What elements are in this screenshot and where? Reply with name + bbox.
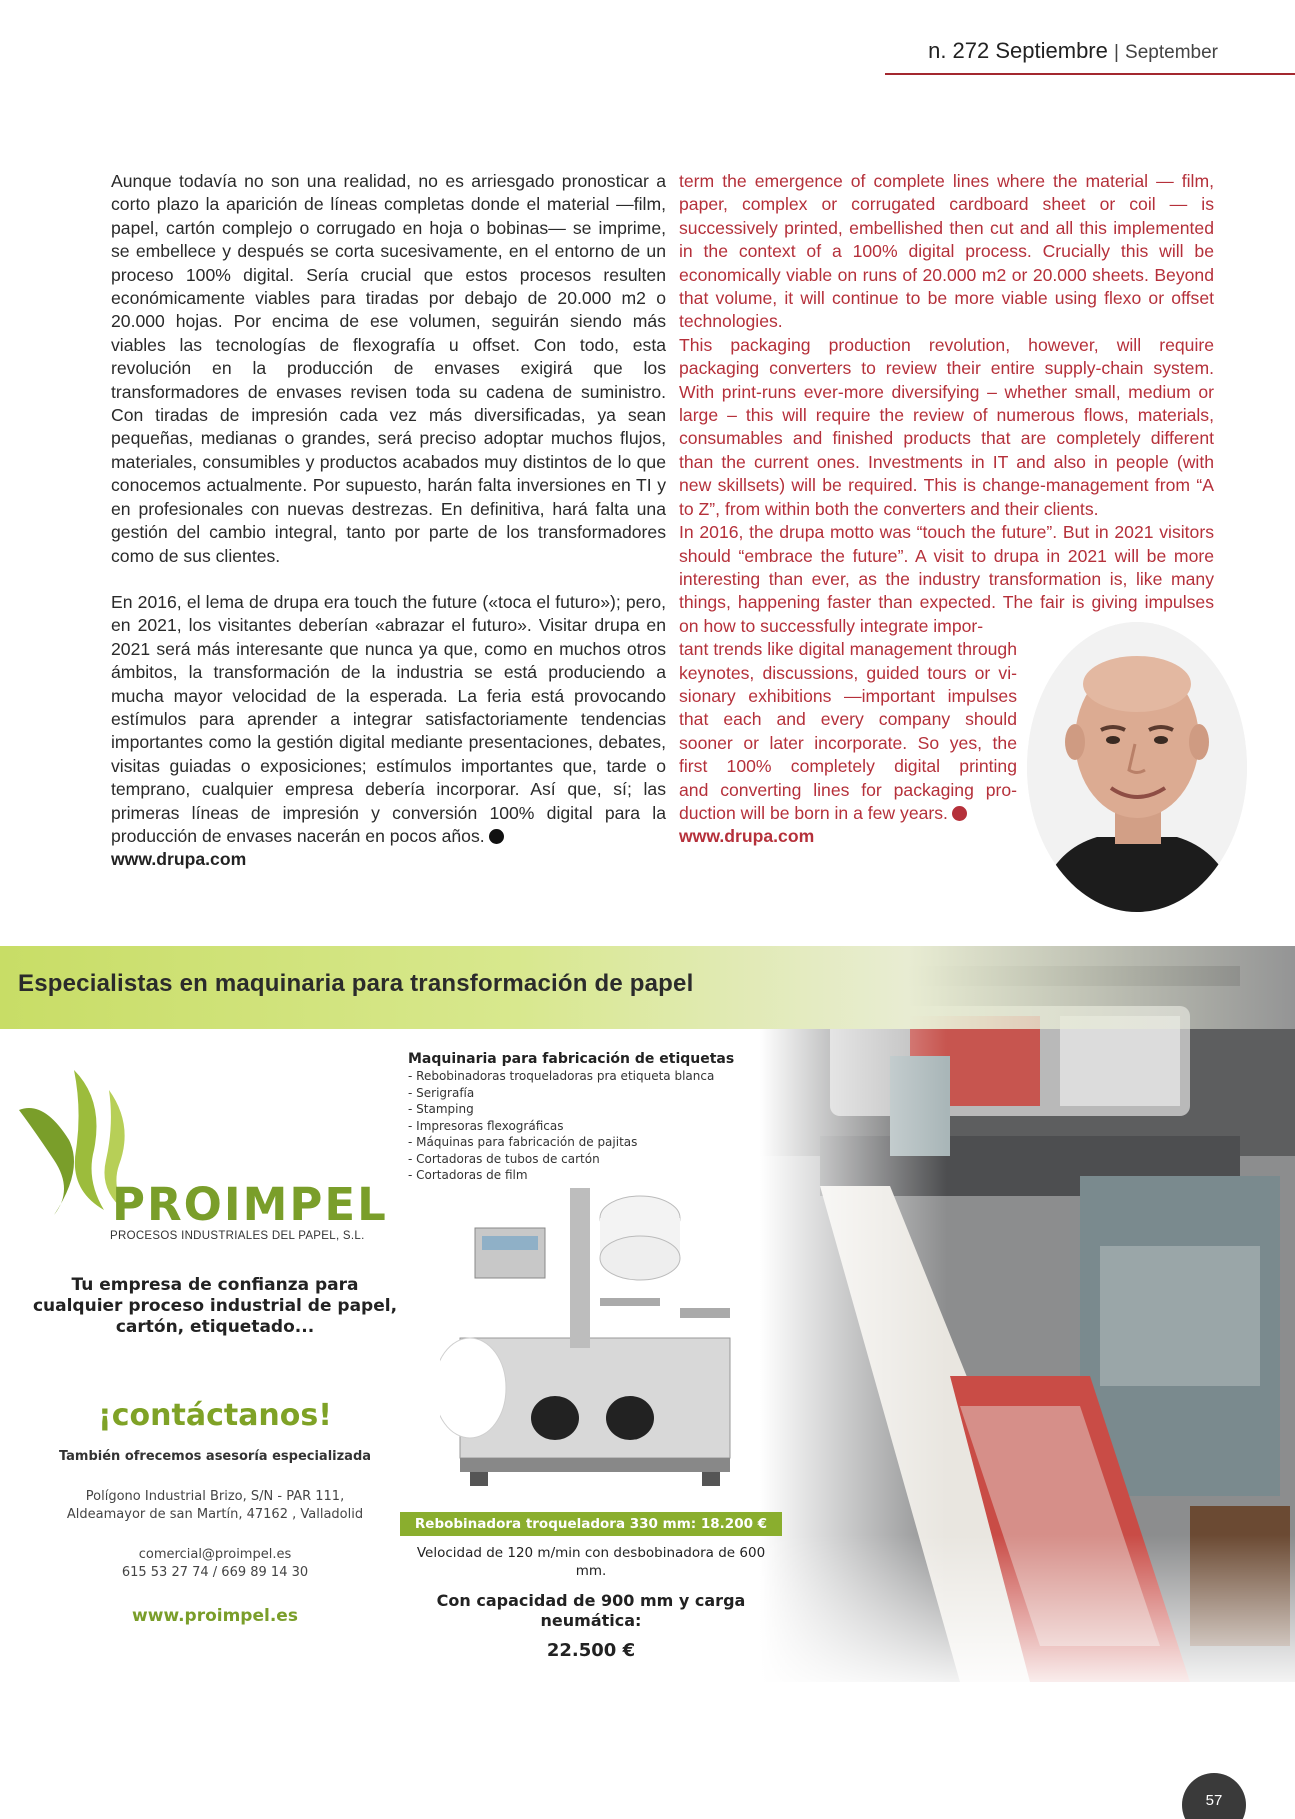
end-bullet-icon: [489, 829, 504, 844]
ad-factory-photo: [760, 946, 1295, 1682]
article-en-line: sionary exhibitions —important impulses: [679, 685, 1017, 706]
article-en-line: first 100% completely digital printing: [679, 756, 1017, 777]
article-en-line: and converting lines for packaging pro-: [679, 779, 1017, 800]
article-en-paragraph-3: In 2016, the drupa motto was “touch the future”. But in 2021 visitors should “embrace the future”. A visit to drupa in 2021 will be more interesting than ever, as the industry transformation is, like many things, happening faster than expected. The fair is giving impulses on how to successfully integrate impor-: [679, 522, 1214, 636]
ad-speed: Velocidad de 120 m/min con desbobinadora de 600 mm.: [416, 1545, 766, 1579]
ad-website-link[interactable]: www.proimpel.es: [132, 1606, 298, 1626]
ad-contact-details: [30, 1546, 400, 1582]
article-en-line: duction will be born in a few years.: [679, 802, 948, 823]
ad-price-bar: Rebobinadora troqueladora 330 mm: 18.200 €: [400, 1512, 782, 1536]
header-rule: [885, 73, 1295, 75]
ad-tagline: Tu empresa de confianza para cualquier proceso industrial de papel, cartón, etiquetado...: [32, 1275, 398, 1337]
ad-phones: 615 53 27 74 / 669 89 14 30: [121, 1565, 309, 1580]
article-es-paragraph-2-text: En 2016, el lema de drupa era touch the future («toca el futuro»); pero, en 2021, los visitantes deberían «abrazar el futuro». Visitar drupa en 2021 será más interesante que nunca ya que, como en muchos otros ámbitos, la transformación de la industria se está produciendo a mucha mayor velocidad de la esperada. La feria está provocando estímulos para aprender a integrar satisfactoriamente tendencias importantes como la gestión digital mediante presentaciones, debates, visitas guiadas o exposiciones; estímulos importantes que, tarde o temprano, cualquier empresa debería incorporar. Así que, sí; las primeras líneas de impresión y conversión 100% digital para la producción de envases nacerán en pocos años.: [111, 591, 666, 846]
issue-label: [928, 38, 1218, 64]
ad-banner-title: Especialistas en maquinaria para transformación de papel: [18, 970, 694, 997]
ad-address: [30, 1488, 400, 1524]
article-en-line-last: [679, 802, 1017, 825]
rewinder-machine-image: [440, 1188, 760, 1488]
article-en-line: sooner or later incorporate. So yes, the: [679, 732, 1017, 753]
machines-list-item: - Stamping: [408, 1101, 714, 1118]
ad-capacity: Con capacidad de 900 mm y carga neumática:: [436, 1591, 746, 1630]
machines-list-item: - Impresoras flexográficas: [408, 1118, 714, 1135]
article-es-paragraph-1: Aunque todavía no son una realidad, no es arriesgado pronosticar a corto plazo la aparición de líneas completas donde el material —film, papel, cartón complejo o corrugado en hoja o bobinas— se imprime, se embellece y después se corta sucesivamente, en el entorno de un proceso 100% digital. Sería crucial que estos procesos resulten económicamente viables para tiradas por debajo de 20.000 m2 o 20.000 hojas. Por encima de ese volumen, seguirán siendo más viables las tecnologías de flexografía u offset. Con todo, esta revolución en la producción de envases exigirá que los transformadores de envases revisen toda su cadena de suministro. Con tiradas de impresión cada vez más diversificadas, ya sean pequeñas, medianas o grandes, será preciso adoptar muchos flujos, materiales, consumibles y productos acabados muy distintos de lo que conocemos actualmente. Por supuesto, harán falta inversiones en TI y en profesionales con nuevas destrezas. En definitiva, hará falta una gestión del cambio integral, tanto por parte de los transformadores como de sus clientes.: [111, 171, 666, 566]
issue-number: n. 272 Septiembre: [928, 38, 1108, 63]
issue-separator: |: [1113, 42, 1119, 63]
article-en-wrap-block: [679, 638, 1017, 825]
ad-advice: También ofrecemos asesoría especializada: [58, 1449, 372, 1464]
end-bullet-icon: [952, 806, 967, 821]
machines-list-item: - Rebobinadoras troqueladoras pra etiqueta blanca: [408, 1068, 714, 1085]
article-en-paragraph-1: term the emergence of complete lines where the material — film, paper, complex or corrugated cardboard sheet or coil — is successively printed, embellished then cut and all this implemented in the context of a 100% digital process. Crucially this will be economically viable on runs of 20.000 m2 or 20.000 sheets. Beyond that volume, it will continue to be more viable using flexo or offset technologies.: [679, 171, 1214, 332]
article-en-line: keynotes, discussions, guided tours or vi-: [679, 662, 1017, 683]
machines-list-item: - Cortadoras de tubos de cartón: [408, 1151, 714, 1168]
machines-list-item: - Serigrafía: [408, 1085, 714, 1102]
article-es-paragraph-2: [111, 591, 666, 848]
article-en-line: that each and every company should: [679, 709, 1017, 730]
ad-banner: [0, 946, 1295, 1029]
ad-address-line-2: Aldeamayor de san Martín, 47162 , Valladolid: [66, 1507, 364, 1522]
article-column-es: [111, 170, 666, 872]
rewinder-machine-illustration: [440, 1188, 760, 1488]
issue-month-en: September: [1125, 42, 1218, 63]
factory-illustration: [760, 946, 1295, 1682]
ad-contact-cta: ¡contáctanos!: [98, 1398, 332, 1433]
ad-price: 22.500 €: [546, 1640, 636, 1661]
proimpel-logo-subtitle: PROCESOS INDUSTRIALES DEL PAPEL, S.L.: [110, 1230, 365, 1242]
portrait-illustration: [1027, 622, 1247, 912]
author-portrait: [1027, 622, 1247, 912]
machines-list-item: - Cortadoras de film: [408, 1167, 714, 1184]
article-en-paragraph-2: This packaging production revolution, however, will require packaging converters to review their entire supply-chain system. With print-runs ever-more diversifying – whether small, medium or large – this will require the review of numerous flows, materials, consumables and finished products that are completely different than the current ones. Investments in IT and also in people (with new skillsets) will be required. This is change-management from “A to Z”, from within both the converters and their clients.: [679, 334, 1214, 519]
proimpel-logo-name: PROIMPEL: [112, 1178, 388, 1231]
machines-title: Maquinaria para fabricación de etiquetas: [408, 1051, 735, 1067]
ad-address-line-1: Polígono Industrial Brizo, S/N - PAR 111,: [85, 1489, 345, 1504]
drupa-link-en[interactable]: www.drupa.com: [679, 826, 815, 847]
machines-list: [408, 1068, 714, 1184]
machines-list-item: - Máquinas para fabricación de pajitas: [408, 1134, 714, 1151]
drupa-link-es[interactable]: www.drupa.com: [111, 849, 247, 870]
article-en-line: tant trends like digital management through: [679, 639, 1017, 660]
page-number: 57: [1182, 1773, 1246, 1819]
ad-email[interactable]: comercial@proimpel.es: [138, 1547, 292, 1562]
